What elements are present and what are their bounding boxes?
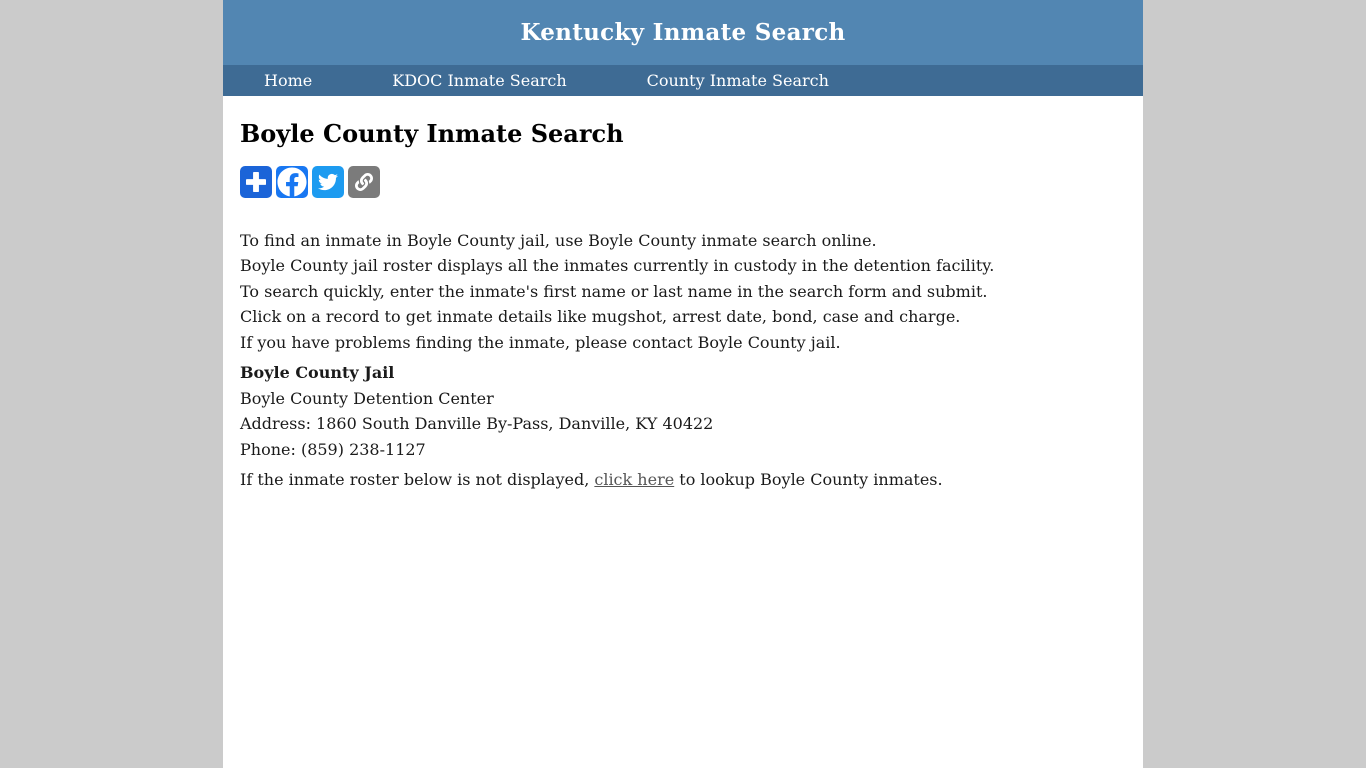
plus-icon — [246, 172, 266, 192]
twitter-icon — [318, 172, 338, 192]
main-nav — [223, 65, 1143, 96]
intro-paragraph — [240, 228, 1126, 356]
jail-info — [240, 360, 1126, 462]
jail-address: Address: 1860 South Danville By-Pass, Danville, KY 40422 — [240, 414, 714, 434]
link-icon — [355, 173, 373, 191]
intro-line: Click on a record to get inmate details like mugshot, arrest date, bond, case and charge. — [240, 307, 961, 327]
intro-line: To search quickly, enter the inmate's first name or last name in the search form and submit. — [240, 281, 988, 301]
nav-item-county-inmate-search[interactable]: County Inmate Search — [646, 71, 829, 90]
jail-phone: Phone: (859) 238-1127 — [240, 439, 426, 459]
share-button[interactable] — [240, 166, 272, 198]
click-here-link[interactable]: click here — [594, 470, 675, 490]
jail-name: Boyle County Jail — [240, 363, 395, 383]
page-heading: Boyle County Inmate Search — [240, 119, 624, 148]
jail-facility: Boyle County Detention Center — [240, 388, 494, 408]
share-buttons — [240, 166, 1126, 198]
roster-note-text-after: to lookup Boyle County inmates. — [674, 470, 943, 490]
nav-item-kdoc-inmate-search[interactable]: KDOC Inmate Search — [392, 71, 567, 90]
copy-link-share-button[interactable] — [348, 166, 380, 198]
facebook-icon — [277, 167, 307, 197]
twitter-share-button[interactable] — [312, 166, 344, 198]
page-container — [223, 0, 1143, 768]
main-content — [223, 120, 1143, 533]
site-title: Kentucky Inmate Search — [520, 19, 846, 46]
site-header — [223, 0, 1143, 65]
intro-line: If you have problems finding the inmate, please contact Boyle County jail. — [240, 332, 841, 352]
roster-note — [240, 467, 1126, 493]
roster-note-text-before: If the inmate roster below is not displayed, — [240, 470, 595, 490]
intro-line: Boyle County jail roster displays all the inmates currently in custody in the detention facility. — [240, 256, 995, 276]
nav-item-home[interactable]: Home — [264, 71, 313, 90]
facebook-share-button[interactable] — [276, 166, 308, 198]
intro-line: To find an inmate in Boyle County jail, use Boyle County inmate search online. — [240, 230, 877, 250]
